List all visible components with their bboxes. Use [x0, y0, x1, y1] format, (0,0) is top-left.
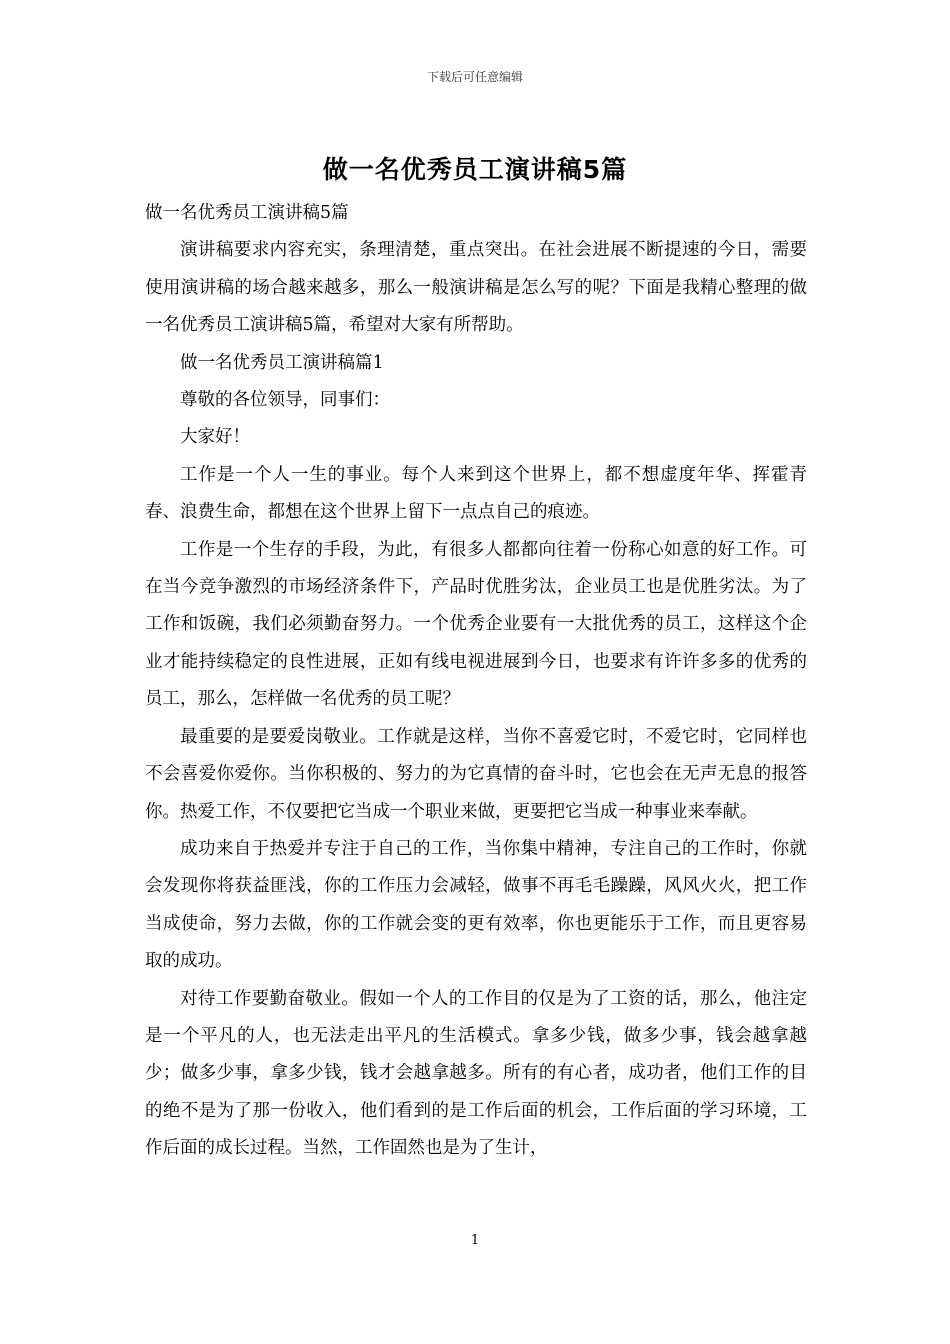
- paragraph: 工作是一个生存的手段，为此，有很多人都都向往着一份称心如意的好工作。可在当今竞争激烈的市场经济条件下，产品时优胜劣汰，企业员工也是优胜劣汰。为了工作和饭碗，我们必须勤奋努力。一个优秀企业要有一大批优秀的员工，这样这个企业才能持续稳定的良性进展，正如有线电视进展到今日，也要求有许许多多的优秀的员工，那么，怎样做一名优秀的员工呢？: [145, 539, 807, 710]
- document-title: 做一名优秀员工演讲稿5篇: [322, 155, 628, 184]
- salutation: 尊敬的各位领导，同事们：: [180, 390, 390, 411]
- paragraph: 演讲稿要求内容充实，条理清楚，重点突出。在社会进展不断提速的今日，需要使用演讲稿的场合越来越多，那么一般演讲稿是怎么写的呢？下面是我精心整理的做一名优秀员工演讲稿5篇，希望对大家有所帮助。: [145, 240, 807, 336]
- paragraph: 做一名优秀员工演讲稿5篇: [145, 203, 349, 223]
- page-header: 下载后可任意编辑: [426, 70, 523, 84]
- paragraph: 工作是一个人一生的事业。每个人来到这个世界上，都不想虚度年华、挥霍青春、浪费生命，都想在这个世界上留下一点点自己的痕迹。: [145, 464, 807, 523]
- paragraph: 对待工作要勤奋敬业。假如一个人的工作目的仅是为了工资的话，那么，他注定是一个平凡的人，也无法走出平凡的生活模式。拿多少钱，做多少事，钱会越拿越少；做多少事，拿多少钱，钱才会越拿越多。所有的有心者，成功者，他们工作的目的绝不是为了那一份收入，他们看到的是工作后面的机会，工作后面的学习环境，工作后面的成长过程。当然，工作固然也是为了生计，: [145, 988, 807, 1159]
- document-body: [145, 195, 807, 1168]
- paragraph: 最重要的是要爱岗敬业。工作就是这样，当你不喜爱它时，不爱它时，它同样也不会喜爱你爱你。当你积极的、努力的为它真情的奋斗时，它也会在无声无息的报答你。热爱工作，不仅要把它当成一个职业来做，更要把它当成一种事业来奉献。: [145, 726, 807, 822]
- paragraph: 成功来自于热爱并专注于自己的工作，当你集中精神，专注自己的工作时，你就会发现你将获益匪浅，你的工作压力会减轻，做事不再毛毛躁躁，风风火火，把工作当成使命，努力去做，你的工作就会变的更有效率，你也更能乐于工作，而且更容易取的成功。: [145, 838, 807, 972]
- section-heading: 做一名优秀员工演讲稿篇1: [180, 352, 384, 373]
- page-number: 1: [470, 1233, 480, 1248]
- greeting: 大家好！: [180, 427, 250, 448]
